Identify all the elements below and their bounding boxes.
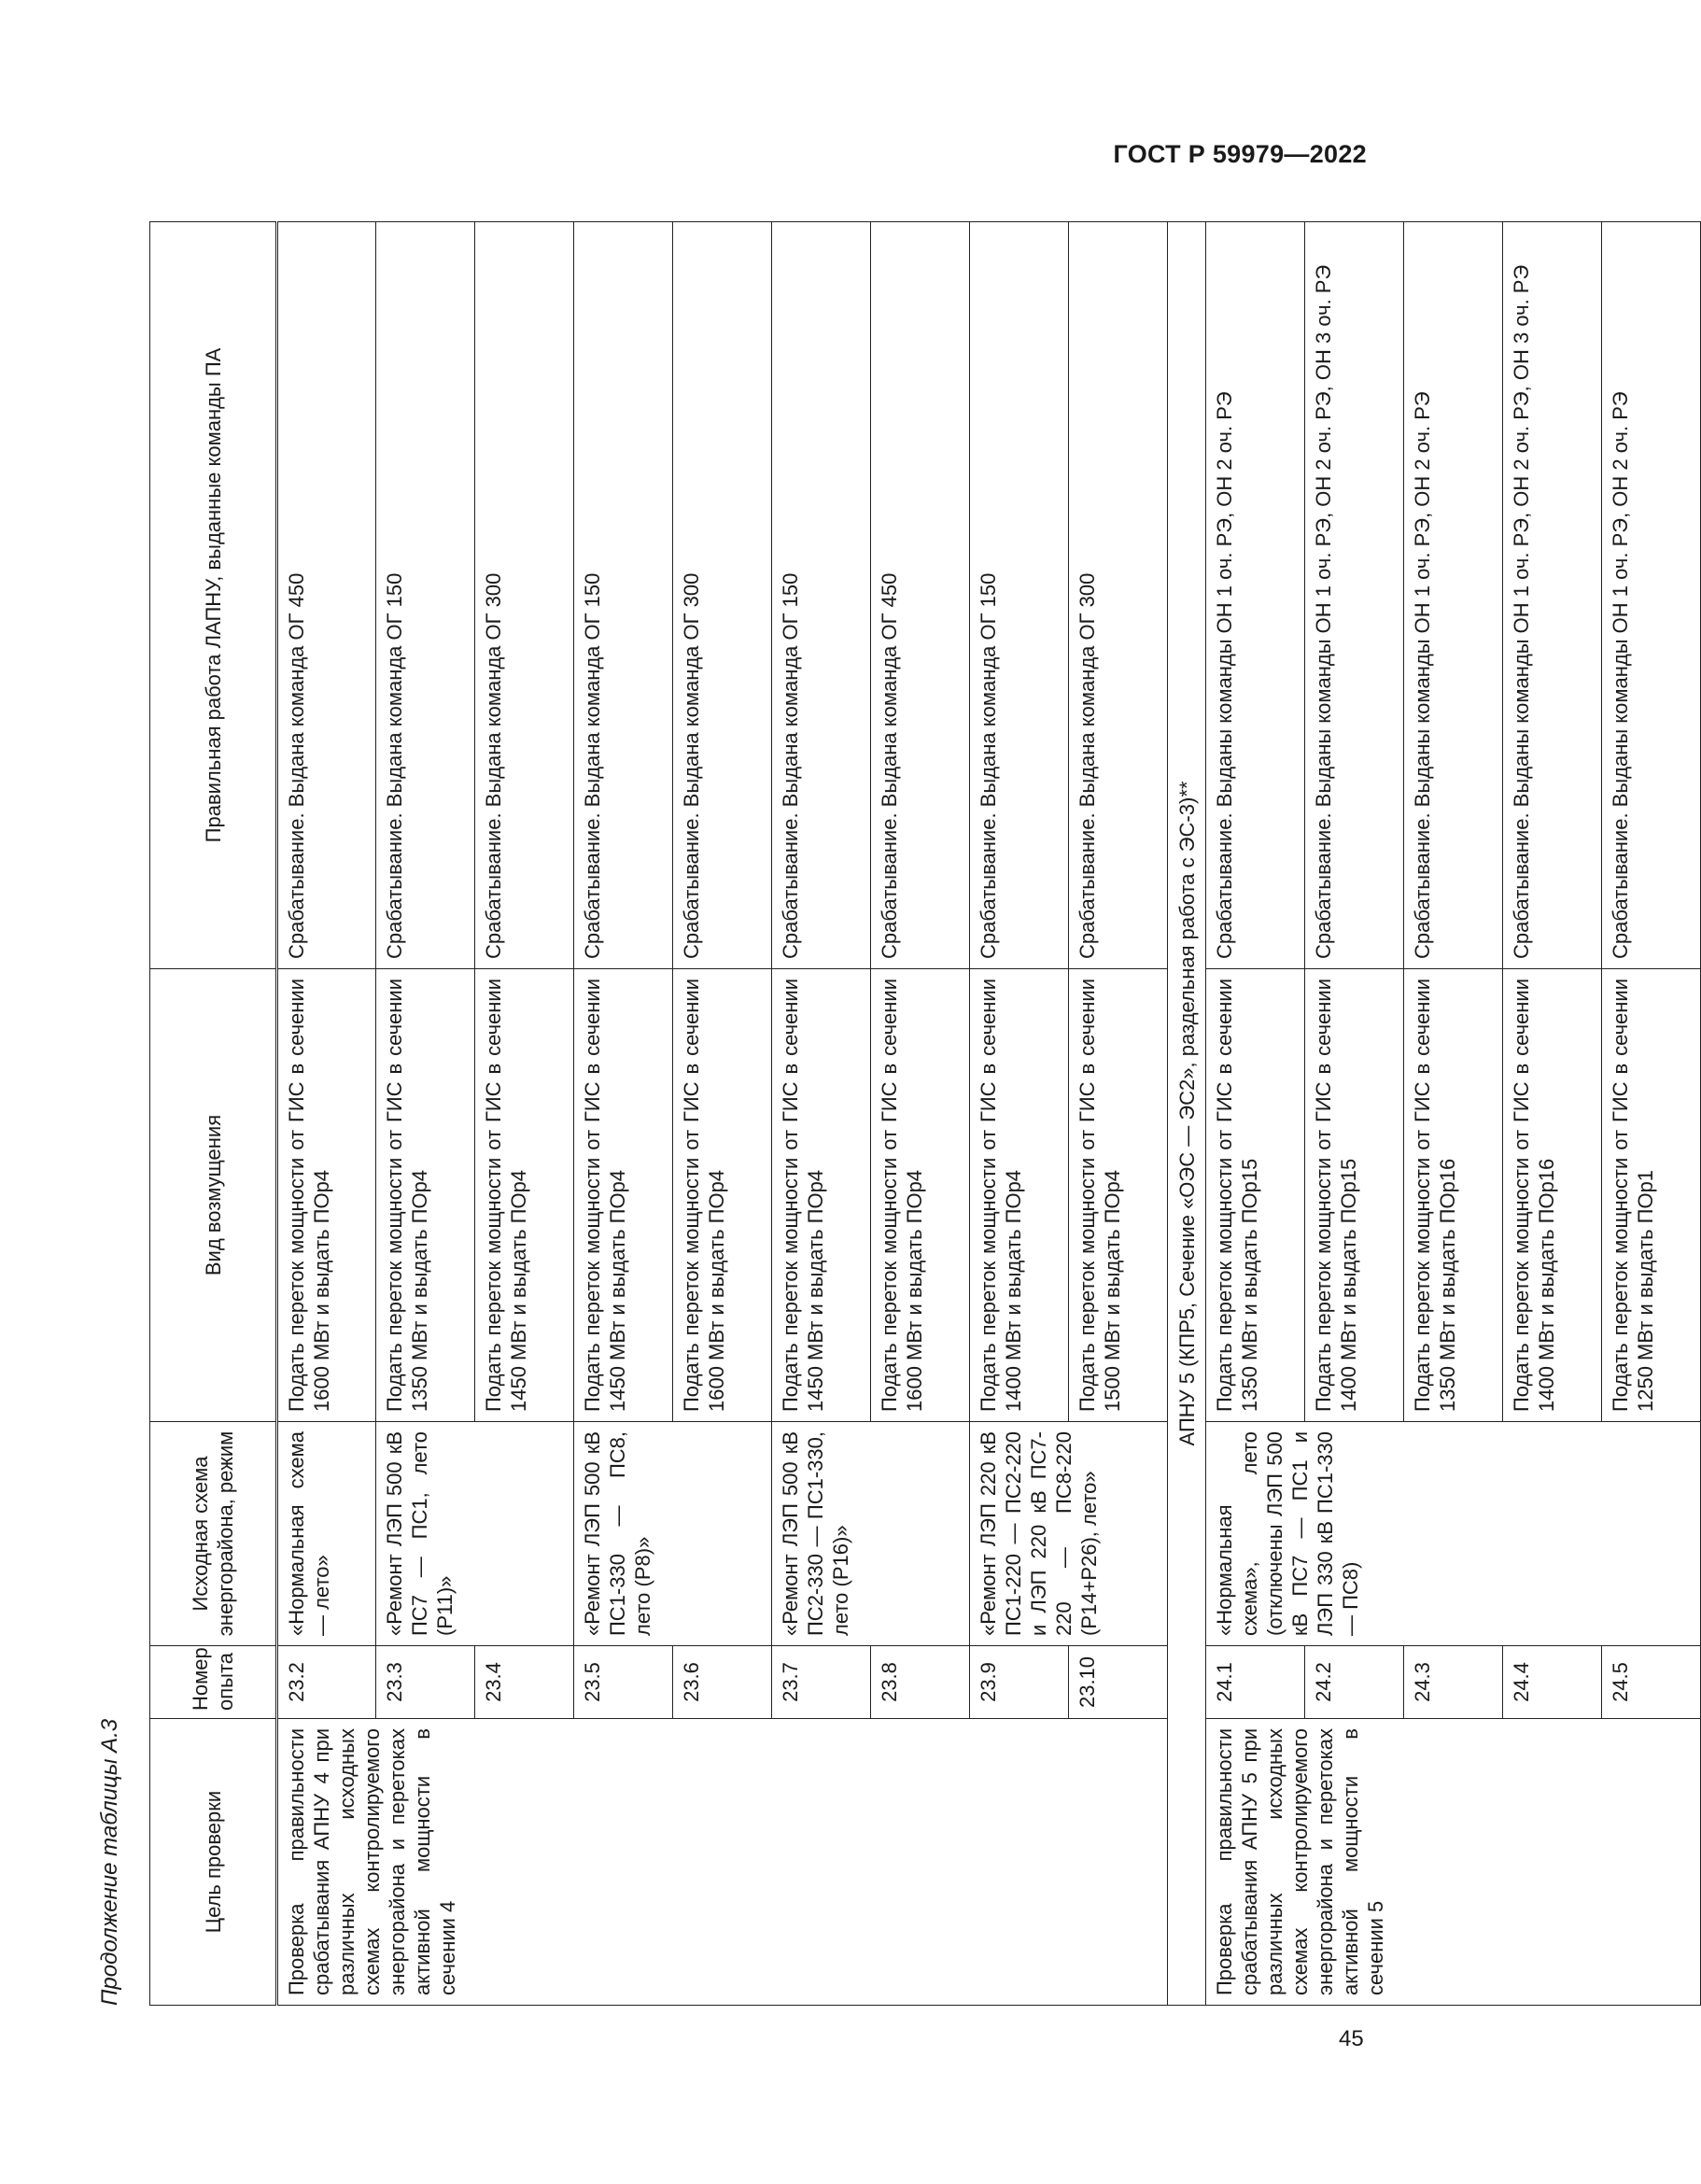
test-number-cell: 23.9	[970, 1646, 1069, 1719]
test-number-cell: 24.1	[1206, 1646, 1305, 1719]
result-cell: Срабатывание. Выдана команда ОГ 150	[574, 222, 673, 969]
test-number-cell: 23.7	[772, 1646, 871, 1719]
disturbance-cell: Подать переток мощности от ГИС в сечении 1400 МВт и выдать ПОр4	[970, 969, 1069, 1422]
test-number-cell: 24.4	[1503, 1646, 1602, 1719]
scheme-cell: «Ремонт ЛЭП 220 кВ ПС1-220 — ПС2-220 и ЛЭП 220 кВ ПС7-220 — ПС8-220 (Р14+Р26), лето»	[970, 1422, 1168, 1646]
column-header: Цель проверки	[150, 1719, 277, 2006]
result-cell: Срабатывание. Выданы команды ОН 1 оч. РЭ, ОН 2 оч. РЭ, ОН 3 оч. РЭ	[1305, 222, 1404, 969]
disturbance-cell: Подать переток мощности от ГИС в сечении 1350 МВт и выдать ПОр16	[1404, 969, 1503, 1422]
document-title: ГОСТ Р 59979—2022	[1113, 140, 1367, 168]
result-cell: Срабатывание. Выдана команда ОГ 300	[475, 222, 574, 969]
disturbance-cell: Подать переток мощности от ГИС в сечении 1350 МВт и выдать ПОр15	[1206, 969, 1305, 1422]
scheme-cell: «Нормальная схема», лето (отключены ЛЭП 500 кВ ПС7 — ПС1 и ЛЭП 330 кВ ПС1-330 — ПС8)	[1206, 1422, 1701, 1646]
section-row	[1168, 222, 1206, 2006]
result-cell: Срабатывание. Выданы команды ОН 1 оч. РЭ, ОН 2 оч. РЭ	[1602, 222, 1701, 969]
table-row	[277, 222, 376, 2006]
test-number-cell: 23.3	[376, 1646, 475, 1719]
column-header: Номер опыта	[150, 1646, 277, 1719]
disturbance-cell: Подать переток мощности от ГИС в сечении 1500 МВт и выдать ПОр4	[1069, 969, 1168, 1422]
result-cell: Срабатывание. Выдана команда ОГ 150	[376, 222, 475, 969]
page-number: 45	[1339, 2026, 1364, 2051]
table-header-row	[150, 222, 277, 2006]
result-cell: Срабатывание. Выдана команда ОГ 150	[970, 222, 1069, 969]
disturbance-cell: Подать переток мощности от ГИС в сечении 1350 МВт и выдать ПОр4	[376, 969, 475, 1422]
result-cell: Срабатывание. Выдана команда ОГ 300	[673, 222, 772, 969]
disturbance-cell: Подать переток мощности от ГИС в сечении 1600 МВт и выдать ПОр4	[277, 969, 376, 1422]
disturbance-cell: Подать переток мощности от ГИС в сечении 1250 МВт и выдать ПОр1	[1602, 969, 1701, 1422]
scheme-cell: «Ремонт ЛЭП 500 кВ ПС7 — ПС1, лето (Р11)»	[376, 1422, 574, 1646]
disturbance-cell: Подать переток мощности от ГИС в сечении 1600 МВт и выдать ПОр4	[871, 969, 970, 1422]
test-number-cell: 23.2	[277, 1646, 376, 1719]
result-cell: Срабатывание. Выдана команда ОГ 300	[1069, 222, 1168, 969]
column-header: Исходная схема энергорайона, режим	[150, 1422, 277, 1646]
column-header: Вид возмущения	[150, 969, 277, 1422]
test-number-cell: 24.2	[1305, 1646, 1404, 1719]
test-number-cell: 23.10	[1069, 1646, 1168, 1719]
goal-cell: Проверка правильности срабатывания АПНУ 4 при различных исходных схемах контролируемого энергорайона и перетоках активной мощности в сечении 4	[277, 1719, 1168, 2006]
test-number-cell: 24.5	[1602, 1646, 1701, 1719]
scheme-cell: «Нормальная схема — лето»	[277, 1422, 376, 1646]
test-number-cell: 24.3	[1404, 1646, 1503, 1719]
test-table	[149, 221, 1701, 2006]
table-caption: Продолжение таблицы А.3	[97, 1718, 122, 2006]
result-cell: Срабатывание. Выдана команда ОГ 450	[277, 222, 376, 969]
scheme-cell: «Ремонт ЛЭП 500 кВ ПС2-330 — ПС1-330, лето (Р16)»	[772, 1422, 970, 1646]
result-cell: Срабатывание. Выдана команда ОГ 450	[871, 222, 970, 969]
table-row	[1206, 222, 1305, 2006]
column-header: Правильная работа ЛАПНУ, выданные команды ПА	[150, 222, 277, 969]
rotated-landscape-page	[93, 213, 1657, 2006]
section-title: АПНУ 5 (КПР5, Сечение «ОЭС — ЭС2», раздельная работа с ЭС-3)**	[1168, 222, 1206, 2006]
test-number-cell: 23.5	[574, 1646, 673, 1719]
result-cell: Срабатывание. Выданы команды ОН 1 оч. РЭ, ОН 2 оч. РЭ	[1404, 222, 1503, 969]
disturbance-cell: Подать переток мощности от ГИС в сечении 1450 МВт и выдать ПОр4	[772, 969, 871, 1422]
disturbance-cell: Подать переток мощности от ГИС в сечении 1450 МВт и выдать ПОр4	[574, 969, 673, 1422]
disturbance-cell: Подать переток мощности от ГИС в сечении 1450 МВт и выдать ПОр4	[475, 969, 574, 1422]
test-number-cell: 23.8	[871, 1646, 970, 1719]
result-cell: Срабатывание. Выданы команды ОН 1 оч. РЭ, ОН 2 оч. РЭ, ОН 3 оч. РЭ	[1503, 222, 1602, 969]
disturbance-cell: Подать переток мощности от ГИС в сечении 1400 МВт и выдать ПОр16	[1503, 969, 1602, 1422]
goal-cell: Проверка правильности срабатывания АПНУ 5 при различных исходных схемах контролируемого энергорайона и перетоках активной мощности в сечении 5	[1206, 1719, 1701, 2006]
test-number-cell: 23.4	[475, 1646, 574, 1719]
disturbance-cell: Подать переток мощности от ГИС в сечении 1600 МВт и выдать ПОр4	[673, 969, 772, 1422]
result-cell: Срабатывание. Выданы команды ОН 1 оч. РЭ, ОН 2 оч. РЭ	[1206, 222, 1305, 969]
test-number-cell: 23.6	[673, 1646, 772, 1719]
result-cell: Срабатывание. Выдана команда ОГ 150	[772, 222, 871, 969]
disturbance-cell: Подать переток мощности от ГИС в сечении 1400 МВт и выдать ПОр15	[1305, 969, 1404, 1422]
scheme-cell: «Ремонт ЛЭП 500 кВ ПС1-330 — ПС8, лето (Р8)»	[574, 1422, 772, 1646]
